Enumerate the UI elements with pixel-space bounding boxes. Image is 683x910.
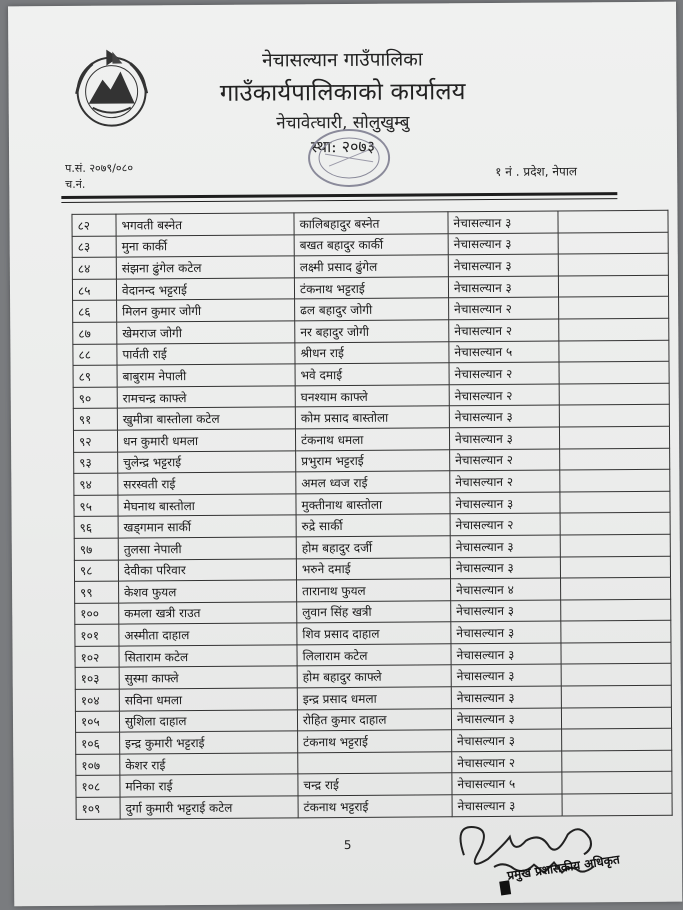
name-cell: इन्द्र कुमारी भट्टराई xyxy=(120,731,298,754)
remarks-cell xyxy=(561,577,671,599)
guardian-name-cell: ढल बहादुर जोगी xyxy=(295,298,449,321)
name-cell: केशर राई xyxy=(120,753,298,776)
name-cell: बाबुराम नेपाली xyxy=(117,364,295,387)
serial-number-cell: ९७ xyxy=(74,538,118,560)
address-cell: नेचासल्यान ३ xyxy=(451,708,561,730)
guardian-name-cell: टंकनाथ धमला xyxy=(295,428,449,451)
serial-number-cell: ८५ xyxy=(72,279,116,301)
signer-title: प्रमुख प्रशासकीय अधिकृत xyxy=(506,852,621,883)
serial-number-cell: ९९ xyxy=(75,581,119,603)
serial-number-cell: ९६ xyxy=(74,516,118,538)
guardian-name-cell: भरुने दमाई xyxy=(296,557,450,580)
guardian-name-cell: रुद्रे सार्की xyxy=(296,514,450,537)
guardian-name-cell: इन्द्र प्रसाद धमला xyxy=(297,687,451,710)
remarks-cell xyxy=(561,685,671,707)
name-cell: सिताराम कटेल xyxy=(119,645,297,668)
address-cell: नेचासल्यान ३ xyxy=(451,621,561,643)
address-cell: नेचासल्यान २ xyxy=(449,297,559,319)
address-cell: नेचासल्यान २ xyxy=(450,470,560,492)
guardian-name-cell: होम बहादुर काफ्ले xyxy=(297,665,451,688)
remarks-cell xyxy=(561,642,671,664)
serial-number-cell: ८८ xyxy=(73,344,117,366)
name-cell: खड्गमान सार्की xyxy=(118,515,296,538)
name-cell: केशव फुयल xyxy=(119,580,297,603)
name-cell: पार्वती राई xyxy=(117,342,295,365)
name-cell: सुस्मा काफ्ले xyxy=(119,666,297,689)
address-cell: नेचासल्यान २ xyxy=(450,449,560,471)
address-cell: नेचासल्यान ३ xyxy=(452,794,562,816)
province-label: १ नं . प्रदेश, नेपाल xyxy=(495,164,578,179)
remarks-cell xyxy=(560,469,670,491)
guardian-name-cell: श्रीधन राई xyxy=(295,341,449,364)
remarks-cell xyxy=(561,664,671,686)
guardian-name-cell: शिव प्रसाद दाहाल xyxy=(297,622,451,645)
guardian-name-cell: चन्द्र राई xyxy=(298,773,452,796)
guardian-name-cell: बखत बहादुर कार्की xyxy=(294,233,448,256)
name-cell: धन कुमारी धमला xyxy=(117,429,295,452)
address-cell: नेचासल्यान २ xyxy=(452,751,562,773)
serial-number-cell: १०२ xyxy=(75,646,119,668)
address-cell: नेचासल्यान ३ xyxy=(450,535,560,557)
address-cell: नेचासल्यान ३ xyxy=(452,729,562,751)
guardian-name-cell: घनश्याम काफ्ले xyxy=(295,385,449,408)
serial-number-cell: १०६ xyxy=(76,732,120,754)
office-name: नेचासल्यान गाउँपालिका xyxy=(261,48,423,72)
name-cell: मुना कार्की xyxy=(116,234,294,257)
remarks-cell xyxy=(562,728,672,750)
name-cell: खेमराज जोगी xyxy=(117,321,295,344)
serial-number-cell: ९८ xyxy=(74,560,118,582)
serial-number-cell: १०३ xyxy=(75,668,119,690)
page-number: 5 xyxy=(343,837,352,853)
remarks-cell xyxy=(562,772,672,794)
name-cell: रामचन्द्र काफ्ले xyxy=(117,386,295,409)
remarks-cell xyxy=(558,232,668,254)
serial-number-cell: १०८ xyxy=(76,776,120,798)
name-cell: अस्मीता दाहाल xyxy=(119,623,297,646)
remarks-cell xyxy=(560,534,670,556)
address-cell: नेचासल्यान ३ xyxy=(451,600,561,622)
address-cell: नेचासल्यान ३ xyxy=(448,211,558,233)
address-cell: नेचासल्यान ३ xyxy=(451,643,561,665)
guardian-name-cell: टंकनाथ भट्टराई xyxy=(298,795,452,818)
serial-number-cell: १०४ xyxy=(75,689,119,711)
name-cell: संझना ढुंगेल कटेल xyxy=(116,256,294,279)
address-cell: नेचासल्यान ३ xyxy=(450,492,560,514)
serial-number-cell: ९५ xyxy=(74,495,118,517)
serial-number-cell: १०० xyxy=(75,603,119,625)
remarks-cell xyxy=(559,426,669,448)
serial-number-cell: ९१ xyxy=(73,408,117,430)
guardian-name-cell: कोम प्रसाद बास्तोला xyxy=(295,406,449,429)
name-cell: सुशिला दाहाल xyxy=(119,709,297,732)
guardian-name-cell: लक्ष्मी प्रसाद ढुंगेल xyxy=(294,255,448,278)
remarks-cell xyxy=(560,448,670,470)
serial-number-cell: ८२ xyxy=(72,214,116,236)
name-cell: तुलसा नेपाली xyxy=(118,537,296,560)
serial-number-cell: १०५ xyxy=(75,711,119,733)
remarks-cell xyxy=(560,491,670,513)
guardian-name-cell xyxy=(298,752,452,775)
serial-number-cell: ९० xyxy=(73,387,117,409)
remarks-cell xyxy=(558,210,668,232)
name-cell: चुलेन्द्र भट्टराई xyxy=(118,450,296,473)
remarks-cell xyxy=(558,253,668,275)
roster-table xyxy=(71,210,672,820)
serial-number-cell: ९२ xyxy=(73,430,117,452)
guardian-name-cell: रोहित कुमार दाहाल xyxy=(297,708,451,731)
name-cell: खुमीत्रा बास्तोला कटेल xyxy=(117,407,295,430)
serial-number-cell: ८६ xyxy=(73,300,117,322)
address-cell: नेचासल्यान ३ xyxy=(448,254,558,276)
established-year: स्था: २०७३ xyxy=(310,136,376,157)
name-cell: मनिका राई xyxy=(120,774,298,797)
guardian-name-cell: कालिबहादुर बस्नेत xyxy=(294,212,448,235)
remarks-cell xyxy=(559,340,669,362)
header-divider-thin xyxy=(61,198,617,203)
address-cell: नेचासल्यान २ xyxy=(449,362,559,384)
remarks-cell xyxy=(562,793,672,815)
serial-number-cell: १०९ xyxy=(76,797,120,819)
remarks-cell xyxy=(561,599,671,621)
guardian-name-cell: नर बहादुर जोगी xyxy=(295,320,449,343)
address-cell: नेचासल्यान ३ xyxy=(449,427,559,449)
guardian-name-cell: तारानाथ फुयल xyxy=(297,579,451,602)
serial-number-cell: ८९ xyxy=(73,365,117,387)
name-cell: सविना धमला xyxy=(119,688,297,711)
name-cell: दुर्गा कुमारी भट्टराई कटेल xyxy=(120,796,298,819)
remarks-cell xyxy=(558,275,668,297)
address-cell: नेचासल्यान ३ xyxy=(451,664,561,686)
address-cell: नेचासल्यान ३ xyxy=(451,686,561,708)
name-cell: भगवती बस्नेत xyxy=(116,213,294,236)
guardian-name-cell: टंकनाथ भट्टराई xyxy=(298,730,452,753)
guardian-name-cell: लिलाराम कटेल xyxy=(297,644,451,667)
address-cell: नेचासल्यान ३ xyxy=(450,556,560,578)
serial-number-cell: १०७ xyxy=(76,754,120,776)
serial-number-cell: ९३ xyxy=(74,452,118,474)
guardian-name-cell: होम बहादुर दर्जी xyxy=(296,536,450,559)
name-cell: सरस्वती राई xyxy=(118,472,296,495)
remarks-cell xyxy=(559,361,669,383)
guardian-name-cell: लुवान सिंह खत्री xyxy=(297,600,451,623)
remarks-cell xyxy=(562,750,672,772)
address-cell: नेचासल्यान ३ xyxy=(449,405,559,427)
dispatch-number: च.नं. xyxy=(65,177,86,191)
remarks-cell xyxy=(559,318,669,340)
address-cell: नेचासल्यान २ xyxy=(449,319,559,341)
name-cell: कमला खत्री राउत xyxy=(119,602,297,625)
remarks-cell xyxy=(560,513,670,535)
guardian-name-cell: अमल ध्वज राई xyxy=(296,471,450,494)
serial-number-cell: १०१ xyxy=(75,624,119,646)
name-cell: मिलन कुमार जोगी xyxy=(117,299,295,322)
serial-number-cell: ८७ xyxy=(73,322,117,344)
remarks-cell xyxy=(560,556,670,578)
address-cell: नेचासल्यान ५ xyxy=(449,341,559,363)
guardian-name-cell: प्रभुराम भट्टराई xyxy=(296,449,450,472)
reference-number: प.सं. २०७९/०८० xyxy=(65,161,134,175)
name-cell: देवीका परिवार xyxy=(118,558,296,581)
document-page xyxy=(8,2,682,907)
guardian-name-cell: भवे दमाई xyxy=(295,363,449,386)
remarks-cell xyxy=(561,707,671,729)
guardian-name-cell: टंकनाथ भट्टराई xyxy=(294,277,448,300)
address-cell: नेचासल्यान ३ xyxy=(448,276,558,298)
remarks-cell xyxy=(559,405,669,427)
office-address: नेचावेत्घारी, सोलुखुम्बु xyxy=(276,112,410,134)
serial-number-cell: ९४ xyxy=(74,473,118,495)
address-cell: नेचासल्यान ४ xyxy=(451,578,561,600)
remarks-cell xyxy=(559,383,669,405)
name-cell: मेघनाथ बास्तोला xyxy=(118,494,296,517)
name-cell: वेदानन्द भट्टराई xyxy=(116,278,294,301)
remarks-cell xyxy=(559,297,669,319)
office-stamp-icon xyxy=(295,124,403,193)
serial-number-cell: ८४ xyxy=(72,257,116,279)
address-cell: नेचासल्यान ३ xyxy=(448,233,558,255)
address-cell: नेचासल्यान २ xyxy=(449,384,559,406)
office-title: गाउँकार्यपालिकाको कार्यालय xyxy=(219,77,466,107)
serial-number-cell: ८३ xyxy=(72,236,116,258)
remarks-cell xyxy=(561,621,671,643)
address-cell: नेचासल्यान ५ xyxy=(452,772,562,794)
address-cell: नेचासल्यान २ xyxy=(450,513,560,535)
guardian-name-cell: मुक्तीनाथ बास्तोला xyxy=(296,492,450,515)
